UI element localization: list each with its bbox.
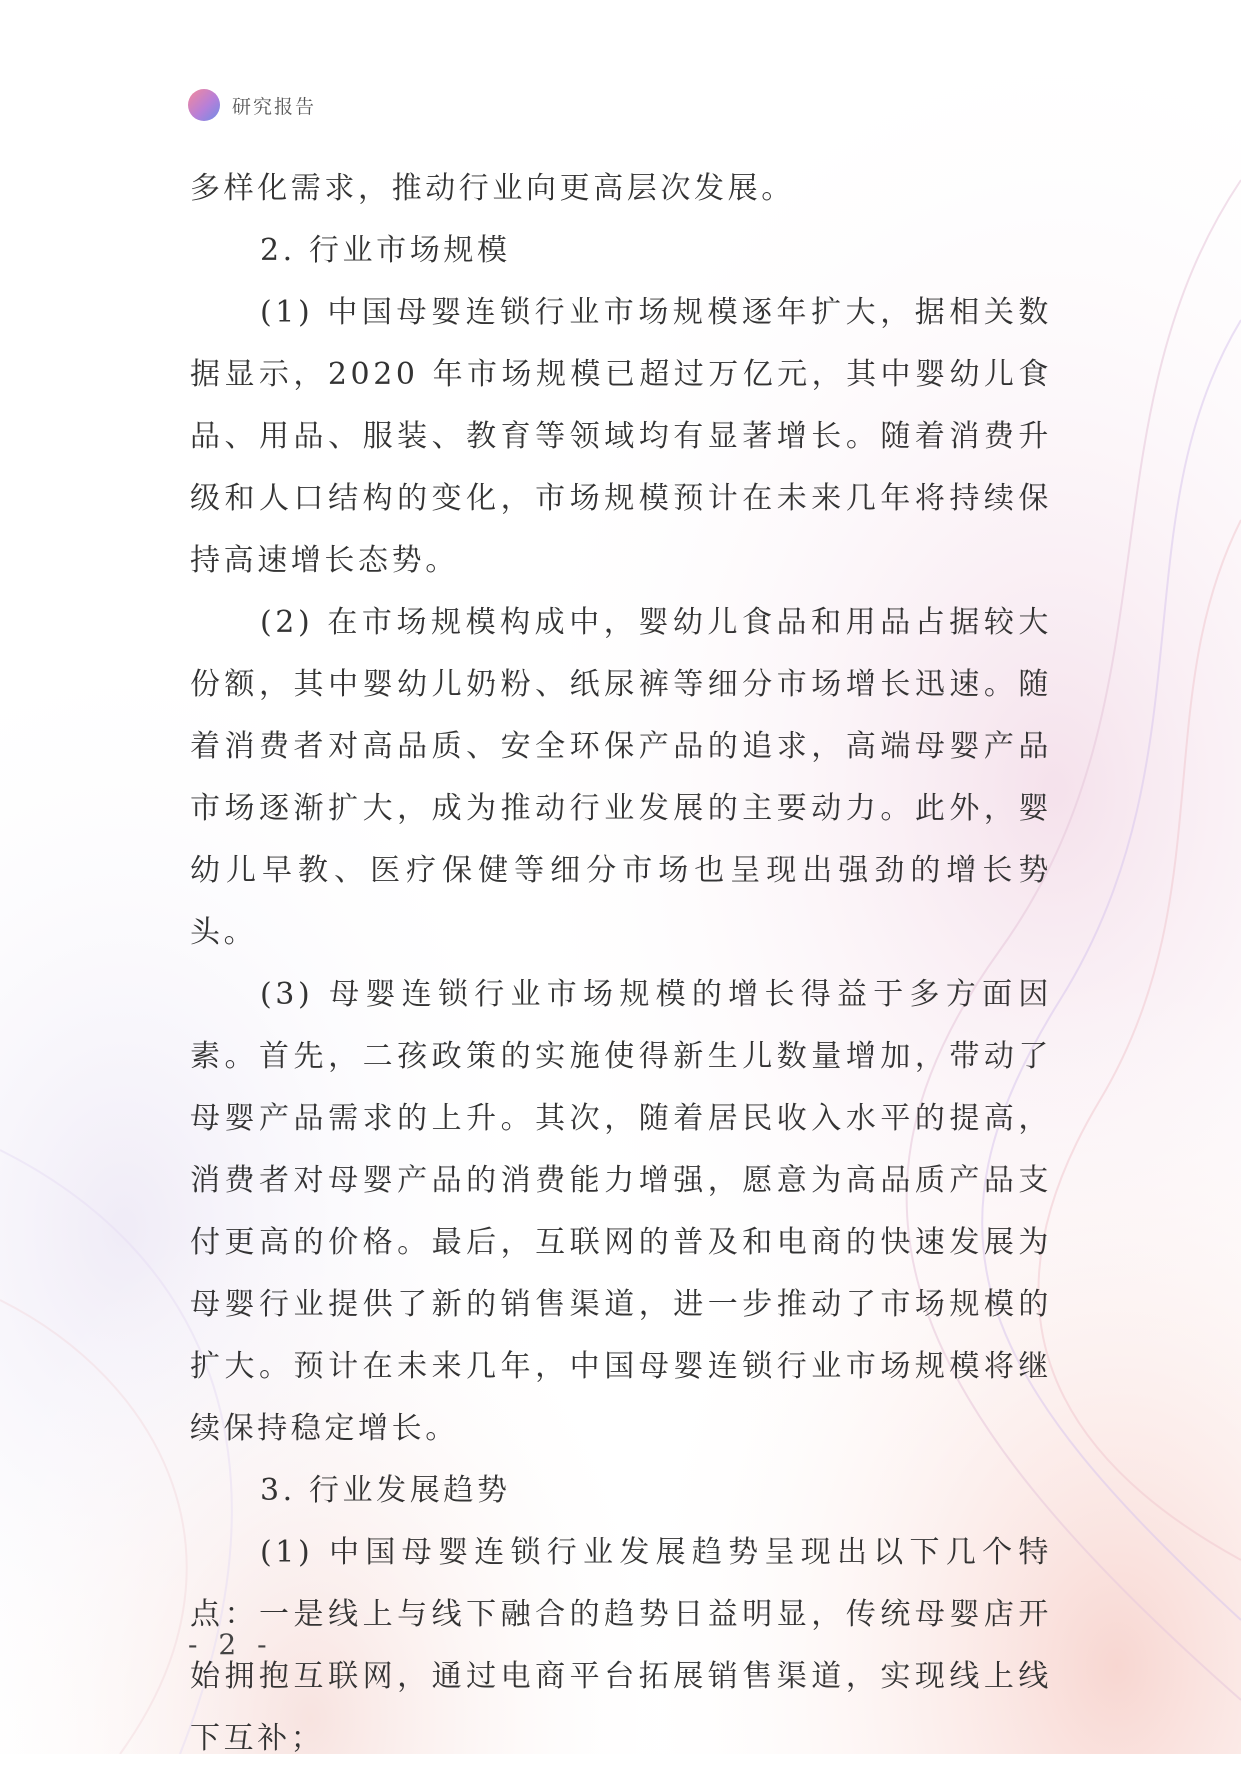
logo-icon bbox=[188, 89, 220, 121]
section-heading-market-size: 2. 行业市场规模 bbox=[260, 233, 511, 268]
report-header bbox=[188, 88, 316, 122]
paragraph-market-size-2: (2) 在市场规模构成中，婴幼儿食品和用品占据较大份额，其中婴幼儿奶粉、纸尿裤等细分市场增长迅速。随着消费者对高品质、安全环保产品的追求，高端母婴产品市场逐渐扩大，成为推动行业发展的主要动力。此外，婴幼儿早教、医疗保健等细分市场也呈现出强劲的增长势头。 bbox=[190, 605, 1052, 950]
header-title: 研究报告 bbox=[232, 95, 317, 118]
paragraph-market-size-1: (1) 中国母婴连锁行业市场规模逐年扩大，据相关数据显示，2020 年市场规模已超过万亿元，其中婴幼儿食品、用品、服装、教育等领域均有显著增长。随着消费升级和人口结构的变化，市场规模预计在未来几年将持续保持高速增长态势。 bbox=[190, 295, 1052, 578]
section-heading-trends: 3. 行业发展趋势 bbox=[260, 1473, 511, 1508]
paragraph-trends-1: (1) 中国母婴连锁行业发展趋势呈现出以下几个特点：一是线上与线下融合的趋势日益明显，传统母婴店开始拥抱互联网，通过电商平台拓展销售渠道，实现线上线下互补； bbox=[190, 1535, 1052, 1756]
paragraph-market-size-3: (3) 母婴连锁行业市场规模的增长得益于多方面因素。首先，二孩政策的实施使得新生儿数量增加，带动了母婴产品需求的上升。其次，随着居民收入水平的提高，消费者对母婴产品的消费能力增强，愿意为高品质产品支付更高的价格。最后，互联网的普及和电商的快速发展为母婴行业提供了新的销售渠道，进一步推动了市场规模的扩大。预计在未来几年，中国母婴连锁行业市场规模将继续保持稳定增长。 bbox=[190, 977, 1052, 1446]
document-body bbox=[190, 158, 1052, 1770]
page-number: - 2 - bbox=[188, 1628, 273, 1661]
paragraph-continuation: 多样化需求，推动行业向更高层次发展。 bbox=[190, 171, 795, 206]
